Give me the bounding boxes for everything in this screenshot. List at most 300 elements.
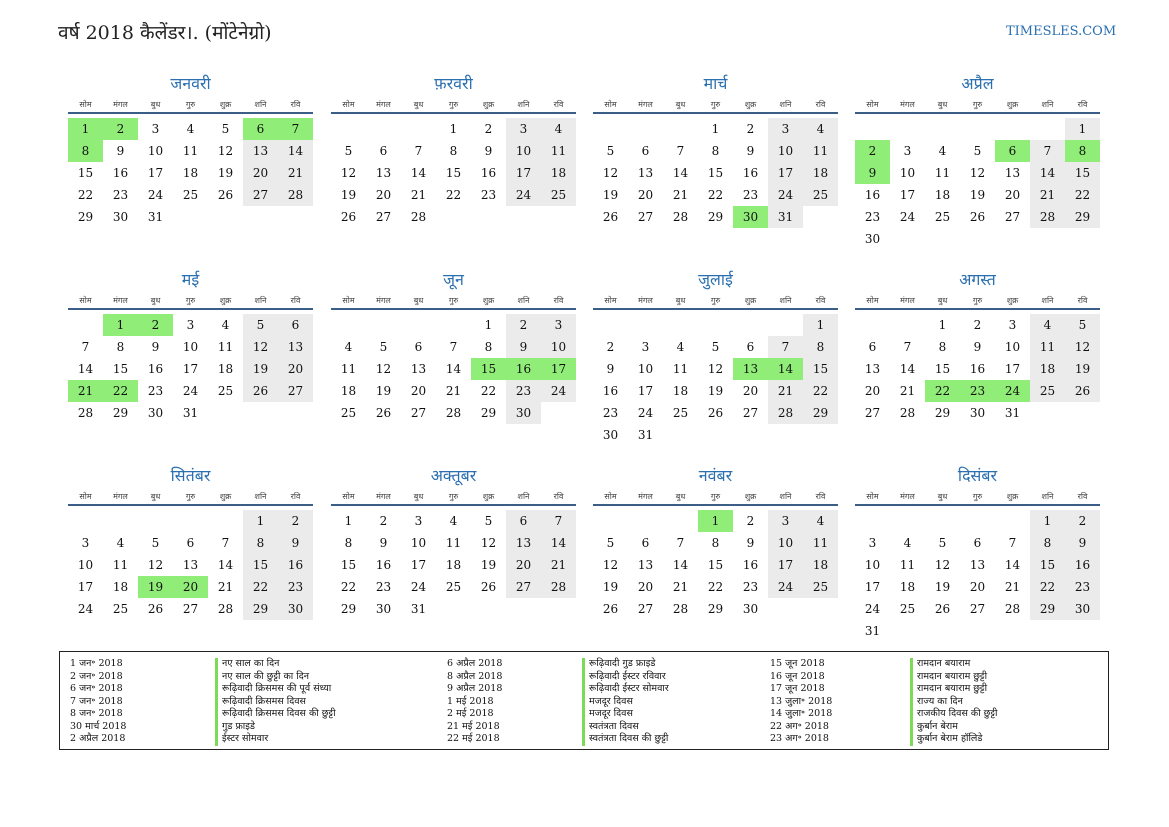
day-cell: 28	[1004, 602, 1021, 616]
weekday-header	[593, 98, 838, 114]
holiday-date: 16 जून 2018	[770, 670, 825, 682]
day-cell: 3	[186, 318, 195, 332]
day-cell: 27	[375, 210, 392, 224]
empty-cell	[628, 118, 663, 140]
day-cell: 5	[379, 340, 388, 354]
holiday-day-cell: 1	[68, 118, 103, 140]
day-cell: 31	[864, 624, 881, 638]
day-cell: 7	[221, 536, 230, 550]
day-cell: 27	[410, 406, 427, 420]
empty-cell	[401, 314, 436, 336]
day-cell: 4	[344, 340, 353, 354]
day-cell: 20	[864, 384, 881, 398]
day-cell: 17	[864, 580, 881, 594]
day-cell: 10	[768, 140, 803, 162]
day-cell: 3	[81, 536, 90, 550]
month-title: फ़रवरी	[434, 74, 473, 93]
day-cell: 14	[1004, 558, 1021, 572]
day-cell: 27	[278, 380, 313, 402]
holiday-day-cell: 20	[173, 576, 208, 598]
day-cell: 10	[77, 558, 94, 572]
empty-cell	[698, 314, 733, 336]
day-cell: 23	[480, 188, 497, 202]
day-cell: 27	[637, 210, 654, 224]
day-cell: 19	[375, 384, 392, 398]
holiday-date: 23 अग॰ 2018	[770, 733, 829, 744]
weekday-label: मंगल	[113, 296, 128, 305]
day-cell: 23	[864, 210, 881, 224]
day-cell: 8	[344, 536, 353, 550]
holiday-day-cell: 1	[103, 314, 138, 336]
day-cell: 4	[221, 318, 230, 332]
empty-cell	[890, 510, 925, 532]
day-cell: 9	[973, 340, 982, 354]
weekday-label: मंगल	[900, 100, 915, 109]
weekday-label: बुध	[675, 492, 686, 501]
day-cell: 27	[1004, 210, 1021, 224]
day-cell: 18	[899, 580, 916, 594]
weekday-label: सोम	[604, 492, 617, 501]
day-cell: 29	[934, 406, 951, 420]
day-cell: 6	[746, 340, 755, 354]
weekday-label: रवि	[815, 100, 826, 109]
day-cell: 12	[480, 536, 497, 550]
day-cell: 2	[606, 340, 615, 354]
weekday-label: गुरु	[185, 296, 196, 305]
day-cell: 6	[868, 340, 877, 354]
day-cell: 22	[1030, 576, 1065, 598]
day-cell: 14	[672, 166, 689, 180]
day-cell: 13	[410, 362, 427, 376]
day-cell: 29	[803, 402, 838, 424]
weekday-header	[855, 98, 1100, 114]
day-cell: 17	[182, 362, 199, 376]
day-cell: 20	[1004, 188, 1021, 202]
holiday-date: 2 जन॰ 2018	[70, 670, 123, 682]
day-cell: 20	[278, 358, 313, 380]
day-cell: 20	[637, 580, 654, 594]
day-cell: 20	[410, 384, 427, 398]
day-cell: 20	[742, 384, 759, 398]
weekday-label: शुक्र	[1006, 100, 1019, 109]
holiday-date: 21 मई 2018	[447, 720, 500, 732]
day-cell: 3	[903, 144, 912, 158]
day-cell: 1	[1065, 118, 1100, 140]
empty-cell	[68, 314, 103, 336]
day-cell: 17	[1004, 362, 1021, 376]
weekday-label: शुक्र	[744, 100, 757, 109]
holiday-name-column	[910, 658, 1097, 746]
weekday-label: शुक्र	[219, 492, 232, 501]
day-cell: 18	[340, 384, 357, 398]
empty-cell	[138, 510, 173, 532]
day-cell: 19	[1065, 358, 1100, 380]
holiday-name: ईस्टर सोमवार	[222, 733, 269, 744]
weekday-label: शनि	[1041, 492, 1054, 501]
day-cell: 15	[340, 558, 357, 572]
day-cell: 3	[151, 122, 160, 136]
day-cell: 8	[938, 340, 947, 354]
month-calendar	[855, 464, 1100, 642]
day-cell: 6	[278, 314, 313, 336]
holiday-name: रूढ़िवादी ईस्टर सोमवार	[589, 683, 669, 694]
holiday-list	[59, 651, 1109, 750]
weekday-label: शनि	[254, 100, 267, 109]
day-cell: 7	[541, 510, 576, 532]
day-cell: 8	[711, 144, 720, 158]
weekday-label: गुरु	[710, 100, 721, 109]
day-cell: 2	[746, 514, 755, 528]
weekday-label: मंगल	[376, 492, 391, 501]
holiday-name: रूढ़िवादी ईस्टर रविवार	[589, 670, 666, 682]
empty-cell	[628, 314, 663, 336]
month-calendar	[68, 464, 313, 620]
day-cell: 25	[541, 184, 576, 206]
day-cell: 22	[707, 188, 724, 202]
day-cell: 18	[217, 362, 234, 376]
day-cell: 15	[445, 166, 462, 180]
weekday-label: शनि	[1041, 100, 1054, 109]
day-cell: 20	[506, 554, 541, 576]
day-cell: 15	[707, 166, 724, 180]
holiday-day-cell: 22	[925, 380, 960, 402]
day-cell: 24	[768, 184, 803, 206]
page-title: वर्ष 2018 कैलेंडर।. (मोंटेनेग्रो)	[58, 22, 272, 44]
weekday-label: शनि	[254, 492, 267, 501]
day-cell: 26	[217, 188, 234, 202]
day-cell: 17	[768, 162, 803, 184]
day-cell: 18	[445, 558, 462, 572]
holiday-date: 8 जन॰ 2018	[70, 708, 123, 719]
empty-cell	[628, 510, 663, 532]
weekday-label: रवि	[1077, 296, 1088, 305]
day-cell: 6	[379, 144, 388, 158]
day-cell: 24	[899, 210, 916, 224]
empty-cell	[960, 510, 995, 532]
day-cell: 19	[243, 358, 278, 380]
day-cell: 29	[112, 406, 129, 420]
empty-cell	[366, 314, 401, 336]
holiday-date-column	[770, 658, 910, 746]
day-cell: 17	[506, 162, 541, 184]
weekday-label: रवि	[553, 100, 564, 109]
weekday-label: शनि	[254, 296, 267, 305]
days-grid	[331, 506, 576, 620]
day-cell: 12	[602, 558, 619, 572]
holiday-day-cell: 22	[103, 380, 138, 402]
day-cell: 17	[410, 558, 427, 572]
weekday-label: बुध	[150, 296, 161, 305]
empty-cell	[855, 314, 890, 336]
empty-cell	[208, 510, 243, 532]
day-cell: 24	[768, 576, 803, 598]
day-cell: 8	[711, 536, 720, 550]
day-cell: 26	[375, 406, 392, 420]
day-cell: 20	[637, 188, 654, 202]
day-cell: 24	[506, 184, 541, 206]
day-cell: 1	[243, 510, 278, 532]
day-cell: 9	[116, 144, 125, 158]
holiday-day-cell: 6	[995, 140, 1030, 162]
day-cell: 15	[77, 166, 94, 180]
day-cell: 30	[112, 210, 129, 224]
weekday-label: बुध	[150, 492, 161, 501]
day-cell: 5	[606, 536, 615, 550]
day-cell: 10	[637, 362, 654, 376]
day-cell: 5	[938, 536, 947, 550]
month-title: सितंबर	[170, 466, 211, 485]
day-cell: 12	[340, 166, 357, 180]
empty-cell	[855, 510, 890, 532]
weekday-label: शनि	[779, 296, 792, 305]
day-cell: 26	[707, 406, 724, 420]
month-title: दिसंबर	[957, 466, 998, 485]
day-cell: 14	[541, 532, 576, 554]
day-cell: 21	[278, 162, 313, 184]
day-cell: 12	[243, 336, 278, 358]
day-cell: 26	[602, 210, 619, 224]
day-cell: 25	[934, 210, 951, 224]
holiday-date: 17 जून 2018	[770, 683, 825, 694]
day-cell: 16	[602, 384, 619, 398]
day-cell: 15	[1030, 554, 1065, 576]
month-title: अप्रैल	[961, 74, 994, 93]
day-cell: 3	[868, 536, 877, 550]
day-cell: 9	[606, 362, 615, 376]
day-cell: 13	[1004, 166, 1021, 180]
holiday-day-cell: 30	[733, 206, 768, 228]
weekday-label: शनि	[517, 100, 530, 109]
day-cell: 27	[864, 406, 881, 420]
month-calendar	[68, 268, 313, 424]
weekday-label: बुध	[675, 100, 686, 109]
day-cell: 18	[672, 384, 689, 398]
day-cell: 19	[707, 384, 724, 398]
day-cell: 28	[768, 402, 803, 424]
day-cell: 30	[1065, 598, 1100, 620]
day-cell: 18	[934, 188, 951, 202]
day-cell: 21	[410, 188, 427, 202]
weekday-label: रवि	[815, 492, 826, 501]
day-cell: 25	[1030, 380, 1065, 402]
holiday-name: नए साल का दिन	[222, 658, 280, 669]
holiday-name: राजकीय दिवस की छुट्टी	[917, 708, 998, 719]
day-cell: 23	[742, 580, 759, 594]
day-cell: 16	[112, 166, 129, 180]
empty-cell	[173, 510, 208, 532]
day-cell: 25	[899, 602, 916, 616]
day-cell: 16	[375, 558, 392, 572]
weekday-label: शुक्र	[744, 492, 757, 501]
day-cell: 26	[934, 602, 951, 616]
day-cell: 8	[449, 144, 458, 158]
holiday-date: 6 जन॰ 2018	[70, 683, 123, 694]
day-cell: 28	[445, 406, 462, 420]
weekday-label: गुरु	[185, 492, 196, 501]
day-cell: 29	[1030, 598, 1065, 620]
day-cell: 27	[969, 602, 986, 616]
day-cell: 28	[410, 210, 427, 224]
day-cell: 21	[1004, 580, 1021, 594]
holiday-day-cell: 7	[278, 118, 313, 140]
holiday-date: 22 अग॰ 2018	[770, 720, 829, 732]
day-cell: 26	[147, 602, 164, 616]
weekday-label: मंगल	[900, 492, 915, 501]
day-cell: 3	[506, 118, 541, 140]
days-grid	[855, 310, 1100, 424]
weekday-label: गुरु	[710, 296, 721, 305]
day-cell: 25	[340, 406, 357, 420]
holiday-name: रूढ़िवादी क्रिसमस की पूर्व संध्या	[222, 683, 332, 694]
day-cell: 14	[278, 140, 313, 162]
empty-cell	[960, 118, 995, 140]
empty-cell	[855, 118, 890, 140]
weekday-header	[855, 294, 1100, 310]
day-cell: 2	[1065, 510, 1100, 532]
day-cell: 5	[1065, 314, 1100, 336]
day-cell: 20	[969, 580, 986, 594]
weekday-label: शुक्र	[219, 296, 232, 305]
holiday-name: मजदूर दिवस	[589, 695, 633, 707]
day-cell: 13	[969, 558, 986, 572]
day-cell: 24	[541, 380, 576, 402]
day-cell: 17	[77, 580, 94, 594]
month-calendar	[855, 268, 1100, 424]
day-cell: 5	[221, 122, 230, 136]
day-cell: 30	[602, 428, 619, 442]
weekday-label: शनि	[517, 492, 530, 501]
day-cell: 5	[606, 144, 615, 158]
day-cell: 7	[768, 336, 803, 358]
day-cell: 12	[602, 166, 619, 180]
day-cell: 18	[541, 162, 576, 184]
holiday-name: स्वतंत्रता दिवस	[589, 720, 639, 732]
day-cell: 31	[410, 602, 427, 616]
day-cell: 9	[746, 144, 755, 158]
empty-cell	[103, 510, 138, 532]
day-cell: 21	[768, 380, 803, 402]
day-cell: 15	[112, 362, 129, 376]
day-cell: 7	[676, 144, 685, 158]
day-cell: 29	[340, 602, 357, 616]
weekday-label: बुध	[413, 100, 424, 109]
day-cell: 7	[903, 340, 912, 354]
holiday-date: 7 जन॰ 2018	[70, 695, 123, 707]
day-cell: 12	[1065, 336, 1100, 358]
day-cell: 21	[541, 554, 576, 576]
day-cell: 8	[484, 340, 493, 354]
day-cell: 12	[707, 362, 724, 376]
weekday-header	[331, 294, 576, 310]
day-cell: 21	[899, 384, 916, 398]
weekday-label: सोम	[866, 100, 879, 109]
holiday-date: 2 अप्रैल 2018	[70, 733, 126, 744]
day-cell: 21	[445, 384, 462, 398]
weekday-label: मंगल	[638, 296, 653, 305]
day-cell: 19	[217, 166, 234, 180]
day-cell: 11	[541, 140, 576, 162]
weekday-label: शुक्र	[1006, 296, 1019, 305]
day-cell: 16	[147, 362, 164, 376]
day-cell: 20	[243, 162, 278, 184]
weekday-label: गुरु	[448, 100, 459, 109]
day-cell: 9	[278, 532, 313, 554]
day-cell: 19	[480, 558, 497, 572]
day-cell: 10	[147, 144, 164, 158]
holiday-name: रामदान बयाराम छुट्टी	[917, 683, 988, 694]
days-grid	[331, 114, 576, 228]
day-cell: 2	[746, 122, 755, 136]
days-grid	[68, 114, 313, 228]
day-cell: 14	[410, 166, 427, 180]
month-title: अक्तूबर	[430, 466, 477, 485]
day-cell: 14	[445, 362, 462, 376]
day-cell: 4	[116, 536, 125, 550]
day-cell: 23	[278, 576, 313, 598]
weekday-label: मंगल	[376, 296, 391, 305]
day-cell: 22	[445, 188, 462, 202]
site-link[interactable]: TIMESLES.COM	[1006, 24, 1117, 39]
weekday-header	[593, 294, 838, 310]
day-cell: 6	[973, 536, 982, 550]
weekday-header	[855, 490, 1100, 506]
day-cell: 30	[864, 232, 881, 246]
day-cell: 27	[742, 406, 759, 420]
day-cell: 9	[746, 536, 755, 550]
day-cell: 9	[379, 536, 388, 550]
day-cell: 28	[899, 406, 916, 420]
day-cell: 1	[711, 122, 720, 136]
holiday-day-cell: 16	[506, 358, 541, 380]
day-cell: 6	[414, 340, 423, 354]
holiday-name: नए साल की छुट्टी का दिन	[222, 670, 310, 682]
day-cell: 5	[344, 144, 353, 158]
weekday-label: सोम	[79, 492, 92, 501]
day-cell: 22	[1065, 184, 1100, 206]
day-cell: 21	[217, 580, 234, 594]
weekday-label: बुध	[675, 296, 686, 305]
day-cell: 18	[803, 554, 838, 576]
empty-cell	[366, 118, 401, 140]
day-cell: 9	[151, 340, 160, 354]
weekday-header	[68, 490, 313, 506]
day-cell: 15	[243, 554, 278, 576]
empty-cell	[68, 510, 103, 532]
weekday-label: रवि	[290, 492, 301, 501]
day-cell: 19	[969, 188, 986, 202]
day-cell: 7	[1030, 140, 1065, 162]
empty-cell	[925, 510, 960, 532]
day-cell: 3	[768, 118, 803, 140]
weekday-label: शनि	[779, 100, 792, 109]
day-cell: 28	[672, 210, 689, 224]
holiday-date: 8 अप्रैल 2018	[447, 670, 503, 682]
day-cell: 12	[147, 558, 164, 572]
day-cell: 10	[899, 166, 916, 180]
holiday-date: 22 मई 2018	[447, 733, 500, 744]
holiday-name: कुर्बान बेराम हॉलिडे	[917, 733, 983, 744]
day-cell: 24	[182, 384, 199, 398]
weekday-label: शुक्र	[482, 296, 495, 305]
empty-cell	[401, 118, 436, 140]
day-cell: 23	[147, 384, 164, 398]
day-cell: 13	[278, 336, 313, 358]
day-cell: 4	[1030, 314, 1065, 336]
day-cell: 24	[77, 602, 94, 616]
weekday-header	[68, 294, 313, 310]
empty-cell	[995, 118, 1030, 140]
day-cell: 11	[803, 532, 838, 554]
